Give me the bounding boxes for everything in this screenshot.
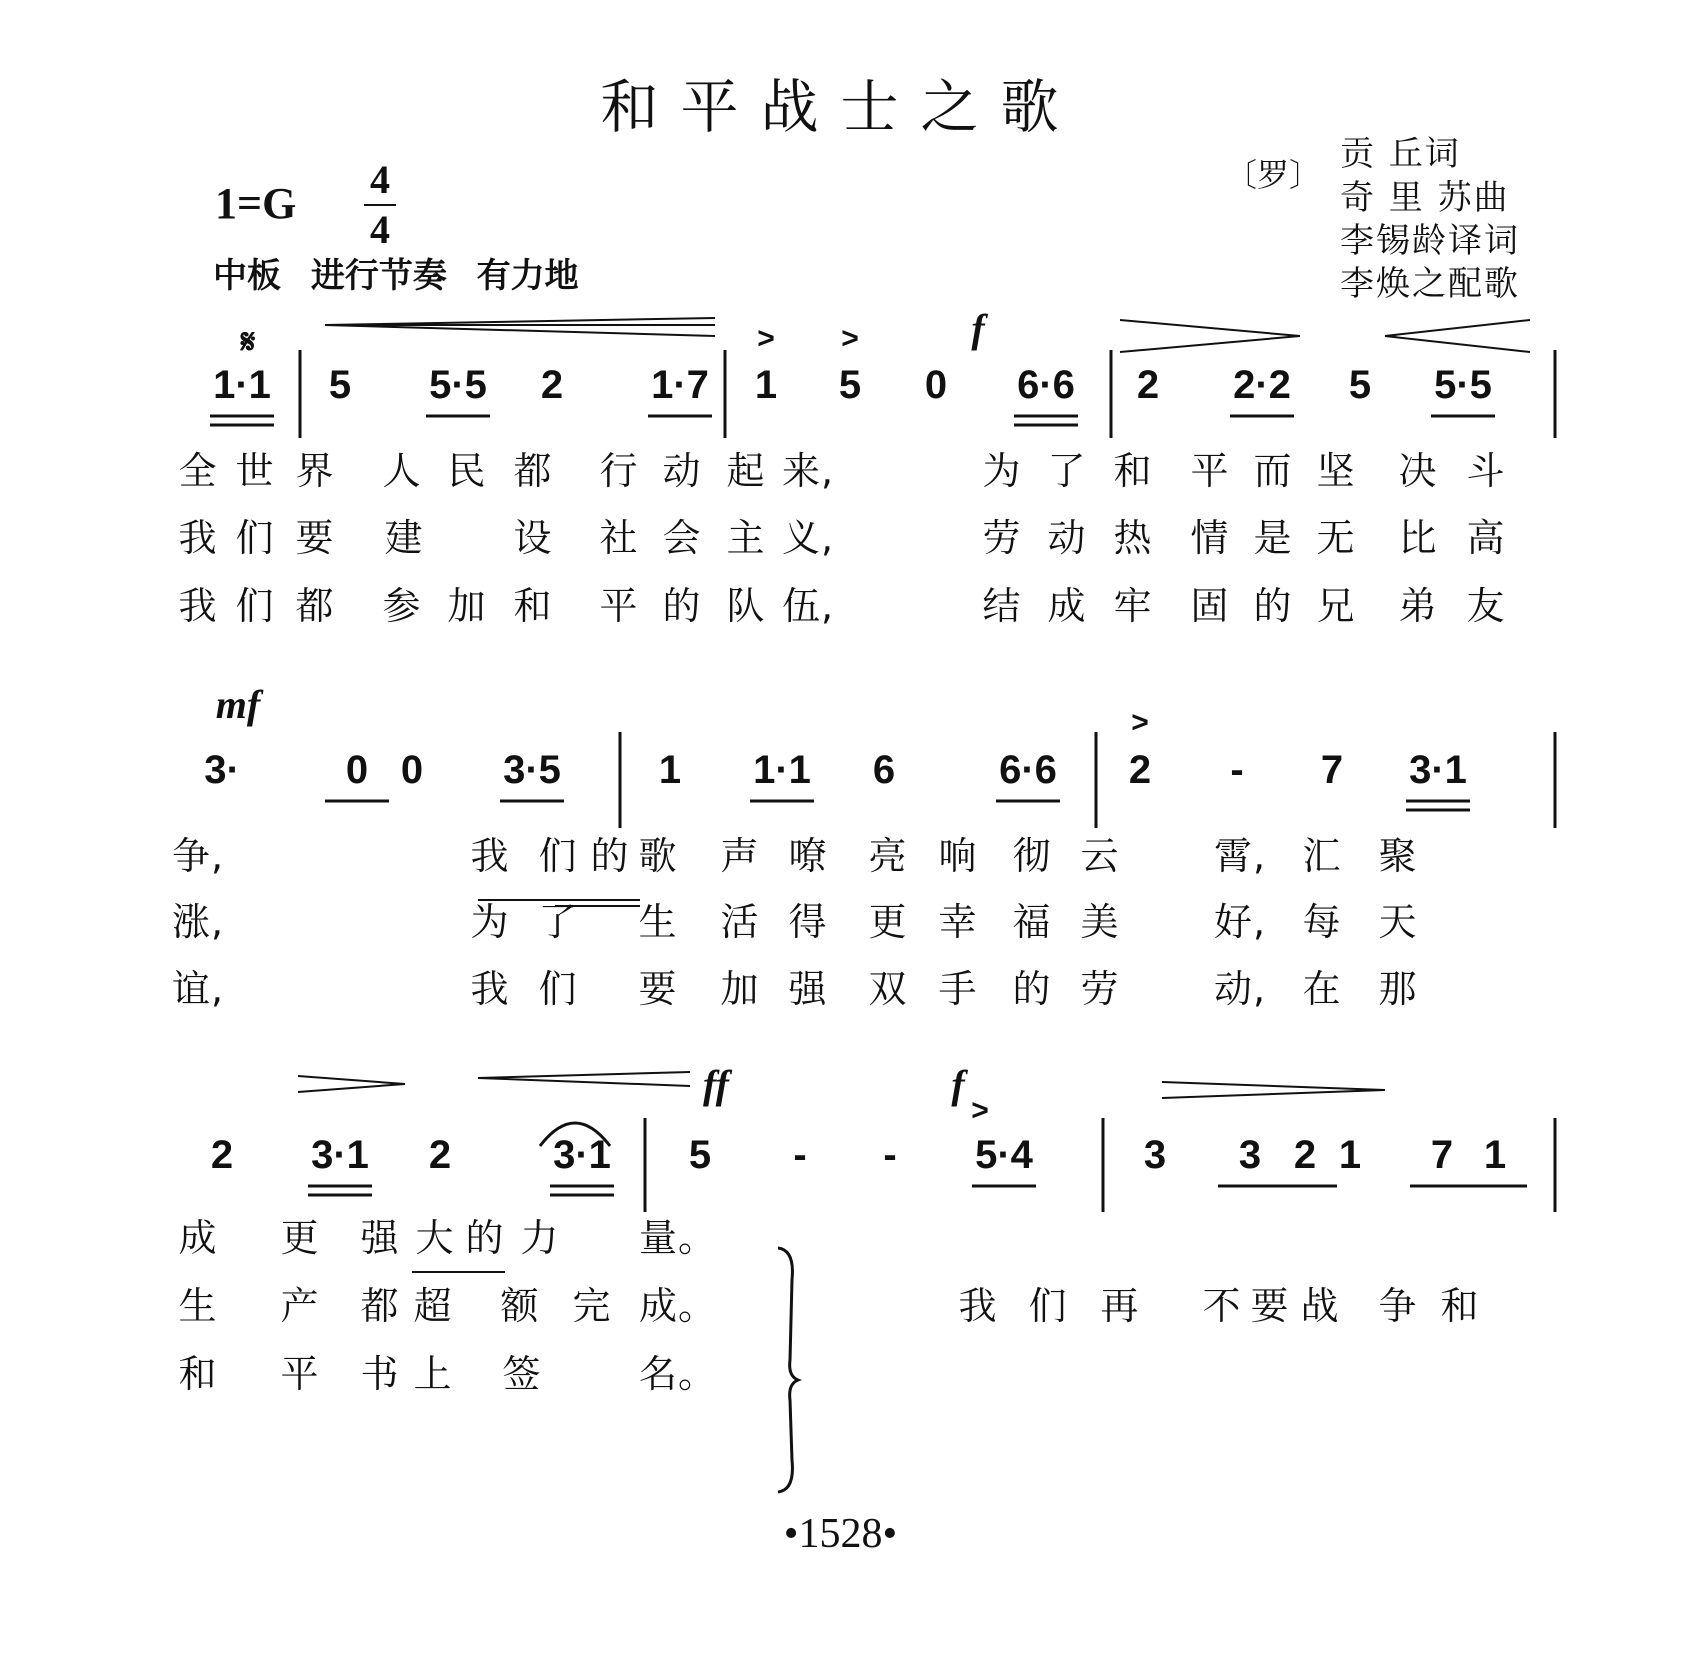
note: 3·5 [503, 748, 561, 792]
lyric-char: 劳 [982, 516, 1022, 560]
lyric-char: 热 [1113, 516, 1153, 560]
hairpin-line [1162, 1090, 1385, 1098]
note: 1 [658, 748, 682, 792]
lyric-char: 云 [1080, 834, 1120, 878]
lyric-char: 社 [599, 516, 639, 560]
hairpin-line [478, 1072, 690, 1078]
lyric-char: 都 [513, 449, 553, 493]
lyric-char: 双 [868, 967, 908, 1011]
lyric-char: 们 [538, 834, 578, 878]
lyric-char: 动, [1213, 967, 1267, 1011]
note: 2 [1136, 363, 1160, 407]
hairpin-line [325, 325, 715, 336]
lyric-char: 了 [538, 900, 578, 944]
lyric-char: 动 [1047, 516, 1087, 560]
lyric-char: 加 [720, 967, 760, 1011]
lyric-char: 额 [500, 1284, 540, 1328]
note: 3 [1143, 1133, 1167, 1177]
note: 0 [345, 748, 369, 792]
note: 1·7 [651, 363, 709, 407]
dynamic-mark: mf [215, 682, 261, 727]
credit-composer: 奇 里 苏曲 [1340, 178, 1510, 218]
segno-sign: 𝄋 [240, 323, 256, 361]
lyric-char: 了 [1047, 449, 1087, 493]
accent-mark: > [1131, 706, 1149, 739]
page-number: •1528• [783, 1511, 898, 1557]
lyric-char: 斗 [1466, 449, 1506, 493]
lyric-char: 平 [599, 584, 639, 628]
note: 2 [540, 363, 564, 407]
lyric-char: 书 [360, 1352, 400, 1396]
hairpin-line [298, 1076, 405, 1084]
lyric-char: 好, [1213, 900, 1267, 944]
note: 2 [1128, 748, 1152, 792]
note: 7 [1320, 748, 1344, 792]
lyric-char: 战 [1300, 1284, 1340, 1328]
note: 2 [210, 1133, 234, 1177]
lyric-char: 而 [1253, 449, 1293, 493]
lyric-char: 争, [171, 834, 225, 878]
lyric-char: 情 [1190, 516, 1230, 560]
time-signature-bottom: 4 [370, 207, 390, 252]
lyric-char: 幸 [938, 900, 978, 944]
lyric-char: 们 [235, 584, 275, 628]
lyric-char: 为 [982, 449, 1022, 493]
note: 1·1 [213, 363, 271, 407]
lyric-char: 产 [280, 1284, 320, 1328]
lyric-char: 们 [1028, 1284, 1068, 1328]
lyric-char: 响 [938, 834, 978, 878]
hairpin-line [1162, 1082, 1385, 1090]
lyric-char: 要 [1250, 1284, 1290, 1328]
note: - [1230, 748, 1244, 792]
lyric-char: 民 [447, 449, 487, 493]
lyric-char: 再 [1100, 1284, 1140, 1328]
hairpin-line [298, 1084, 405, 1092]
lyric-char: 界 [295, 449, 335, 493]
lyric-char: 会 [662, 516, 702, 560]
note: 6·6 [1017, 363, 1075, 407]
note: 0 [924, 363, 948, 407]
lyric-char: 伍, [781, 584, 835, 628]
lyric-char: 我 [958, 1284, 998, 1328]
credit-arranger: 李焕之配歌 [1340, 264, 1520, 304]
lyric-char: 名。 [638, 1352, 718, 1396]
lyric-char: 平 [280, 1352, 320, 1396]
lyric-char: 我 [470, 834, 510, 878]
lyric-char: 亮 [868, 834, 908, 878]
lyric-char: 活 [720, 900, 760, 944]
note: 6 [872, 748, 896, 792]
note: 6·6 [999, 748, 1057, 792]
lyric-char: 谊, [171, 967, 225, 1011]
lyric-char: 的 [662, 584, 702, 628]
note: 5·4 [975, 1133, 1033, 1177]
lyric-char: 的 [465, 1216, 505, 1260]
note: - [793, 1133, 807, 1177]
note: 2·2 [1233, 363, 1291, 407]
credit-lyricist: 贡 丘词 [1340, 134, 1461, 174]
accent-mark: > [971, 1094, 989, 1127]
lyric-char: 成。 [638, 1284, 718, 1328]
lyric-char: 无 [1316, 516, 1356, 560]
lyric-char: 涨, [171, 900, 225, 944]
lyric-char: 和 [513, 584, 553, 628]
credit-translator: 李锡龄译词 [1340, 221, 1520, 261]
credit-country: 〔罗〕 [1225, 156, 1322, 194]
note: 2 [428, 1133, 452, 1177]
lyric-char: 那 [1378, 967, 1418, 1011]
lyric-char: 平 [1190, 449, 1230, 493]
lyric-char: 更 [868, 900, 908, 944]
lyric-char: 不 [1202, 1284, 1242, 1328]
slur-arc [540, 1123, 610, 1146]
lyric-char: 完 [572, 1284, 612, 1328]
verse-brace [778, 1248, 798, 1492]
lyric-char: 比 [1398, 516, 1438, 560]
lyric-char: 的 [1253, 584, 1293, 628]
lyric-char: 声 [720, 834, 760, 878]
lyric-char: 手 [938, 967, 978, 1011]
lyric-char: 动 [662, 449, 702, 493]
lyric-char: 和 [178, 1352, 218, 1396]
note: 1 [1483, 1133, 1507, 1177]
hairpin-line [325, 318, 715, 325]
note: 5·5 [1434, 363, 1492, 407]
dynamic-mark: ff [703, 1062, 729, 1107]
lyric-char: 和 [1440, 1284, 1480, 1328]
lyric-char: 劳 [1080, 967, 1120, 1011]
note: 3·1 [553, 1133, 611, 1177]
note: 1 [1338, 1133, 1362, 1177]
note: 2 [1293, 1133, 1317, 1177]
lyric-char: 都 [295, 584, 335, 628]
hairpin-line [1385, 320, 1530, 336]
lyric-char: 大 [415, 1216, 455, 1260]
accent-mark: > [757, 322, 775, 355]
lyric-char: 高 [1466, 516, 1506, 560]
note: 1 [754, 363, 778, 407]
lyric-char: 生 [638, 900, 678, 944]
lyric-char: 都 [360, 1284, 400, 1328]
lyric-char: 兄 [1316, 584, 1356, 628]
lyric-char: 坚 [1316, 449, 1356, 493]
note: 1·1 [753, 748, 811, 792]
lyric-char: 的 [1012, 967, 1052, 1011]
lyric-char: 更 [280, 1216, 320, 1260]
lyric-char: 签 [502, 1352, 542, 1396]
lyric-char: 们 [235, 516, 275, 560]
hairpin-line [1120, 320, 1300, 336]
note: 7 [1430, 1133, 1454, 1177]
lyric-char: 决 [1398, 449, 1438, 493]
lyric-char: 福 [1012, 900, 1052, 944]
lyric-char: 友 [1466, 584, 1506, 628]
key-signature: 1=G [215, 179, 297, 228]
lyric-char: 生 [178, 1284, 218, 1328]
lyric-char: 固 [1190, 584, 1230, 628]
lyric-char: 为 [470, 900, 510, 944]
lyric-char: 量。 [638, 1216, 718, 1260]
lyric-char: 得 [788, 900, 828, 944]
note: - [883, 1133, 897, 1177]
lyric-char: 和 [1113, 449, 1153, 493]
lyric-char: 起 [726, 449, 766, 493]
lyric-char: 世 [235, 449, 275, 493]
lyric-char: 牢 [1113, 584, 1153, 628]
note: 3·1 [311, 1133, 369, 1177]
note: 5 [1348, 363, 1372, 407]
tempo-marking: 中板 进行节奏 有力地 [213, 256, 579, 296]
note: 5 [688, 1133, 712, 1177]
lyric-char: 汇 [1302, 834, 1342, 878]
lyric-char: 聚 [1378, 834, 1418, 878]
lyric-char: 人 [382, 449, 422, 493]
lyric-char: 每 [1302, 900, 1342, 944]
lyric-char: 设 [513, 516, 553, 560]
lyric-char: 强 [788, 967, 828, 1011]
hairpin-line [1120, 336, 1300, 352]
note: 5 [328, 363, 352, 407]
lyric-char: 在 [1302, 967, 1342, 1011]
note: 3· [204, 748, 240, 792]
note: 3 [1238, 1133, 1262, 1177]
lyric-char: 成 [178, 1216, 218, 1260]
hairpin-line [1385, 336, 1530, 352]
lyric-char: 美 [1080, 900, 1120, 944]
note: 5 [838, 363, 862, 407]
lyric-char: 强 [360, 1216, 400, 1260]
note: 0 [400, 748, 424, 792]
lyric-char: 队 [726, 584, 766, 628]
lyric-char: 上 [413, 1352, 453, 1396]
song-title: 和平战士之歌 [600, 73, 1081, 141]
lyric-char: 我 [470, 967, 510, 1011]
lyric-char: 结 [982, 584, 1022, 628]
lyric-char: 来, [781, 449, 835, 493]
note: 5·5 [429, 363, 487, 407]
lyric-char: 主 [726, 516, 766, 560]
lyric-char: 全 [178, 449, 218, 493]
lyric-char: 嘹 [788, 834, 828, 878]
accent-mark: > [841, 322, 859, 355]
lyric-char: 天 [1378, 900, 1418, 944]
lyric-char: 彻 [1012, 834, 1052, 878]
lyric-char: 加 [447, 584, 487, 628]
note: 3·1 [1409, 748, 1467, 792]
lyric-char: 超 [413, 1284, 453, 1328]
dynamic-mark: f [971, 306, 985, 351]
lyric-char: 义, [781, 516, 835, 560]
lyric-char: 霄, [1213, 834, 1267, 878]
lyric-char: 我 [178, 516, 218, 560]
lyric-char: 争 [1378, 1284, 1418, 1328]
lyric-char: 参 [382, 584, 422, 628]
lyric-char: 建 [384, 516, 424, 560]
lyric-char: 行 [599, 449, 639, 493]
lyric-char: 要 [295, 516, 335, 560]
time-signature-top: 4 [370, 157, 390, 202]
lyric-char: 是 [1253, 516, 1293, 560]
lyric-char: 成 [1047, 584, 1087, 628]
lyric-char: 的 [590, 834, 630, 878]
lyric-char: 们 [538, 967, 578, 1011]
lyric-char: 我 [178, 584, 218, 628]
lyric-char: 力 [520, 1216, 560, 1260]
dynamic-mark: f [951, 1062, 965, 1107]
lyric-char: 歌 [638, 834, 678, 878]
lyric-char: 要 [638, 967, 678, 1011]
lyric-char: 弟 [1398, 584, 1438, 628]
hairpin-line [478, 1078, 690, 1086]
